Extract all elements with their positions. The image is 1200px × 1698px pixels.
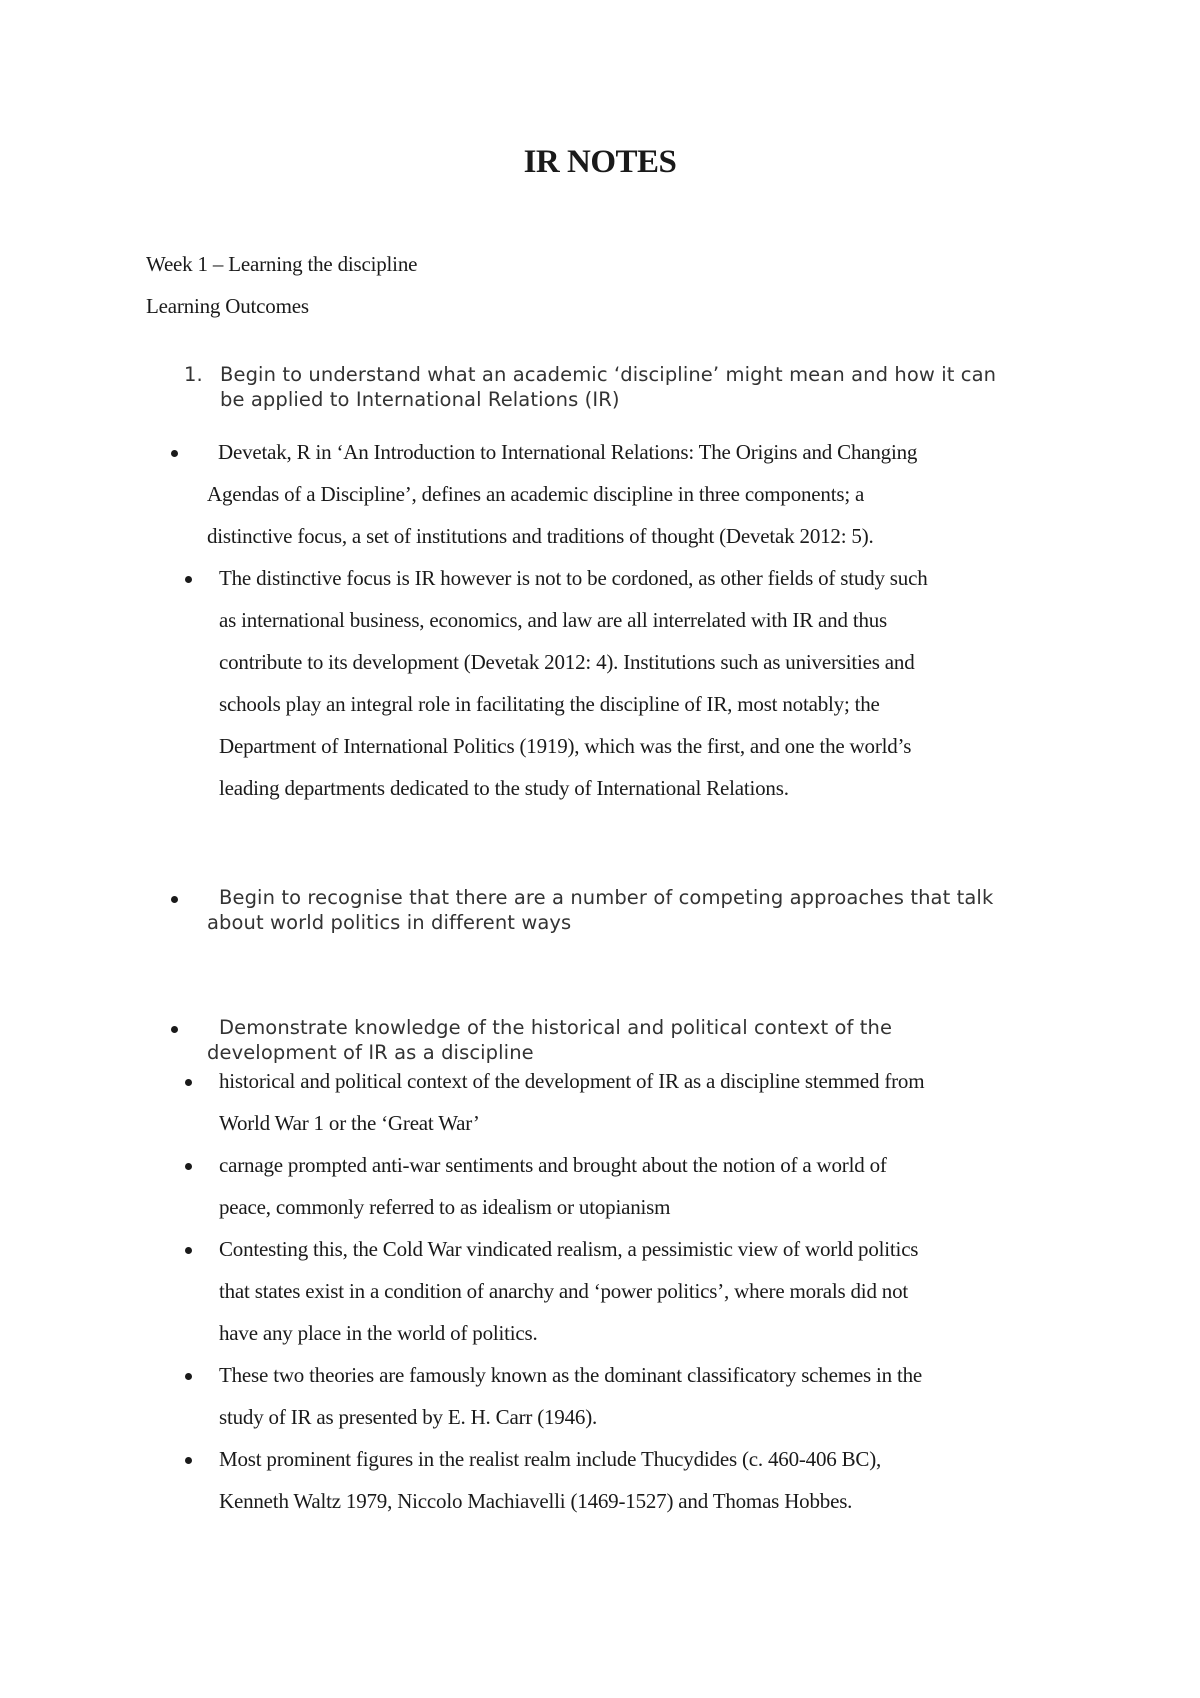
cold-war-line: have any place in the world of politics. (219, 1321, 538, 1345)
outcome-1-line: be applied to International Relations (IR) (220, 388, 620, 411)
bullet-icon (185, 1079, 192, 1086)
focus-line: leading departments dedicated to the study of International Relations. (219, 776, 789, 800)
learning-outcomes-heading: Learning Outcomes (146, 294, 309, 318)
outcome-3-line: development of IR as a discipline (207, 1041, 534, 1064)
devetak-line: distinctive focus, a set of institutions and traditions of thought (Devetak 2012: 5). (207, 524, 874, 548)
outcome-1-line: Begin to understand what an academic ‘discipline’ might mean and how it can (220, 363, 997, 386)
devetak-line: Agendas of a Discipline’, defines an academic discipline in three components; a (207, 482, 865, 506)
focus-line: as international business, economics, and law are all interrelated with IR and thus (219, 608, 888, 632)
theories-line: study of IR as presented by E. H. Carr (1946). (219, 1405, 598, 1429)
bullet-icon (185, 1373, 192, 1380)
outcome-2-line: Begin to recognise that there are a number of competing approaches that talk (219, 886, 994, 909)
cold-war-line: Contesting this, the Cold War vindicated realism, a pessimistic view of world politics (219, 1237, 919, 1261)
outcome-3-line: Demonstrate knowledge of the historical and political context of the (219, 1016, 893, 1039)
cold-war-line: that states exist in a condition of anarchy and ‘power politics’, where morals did not (219, 1279, 909, 1303)
focus-line: contribute to its development (Devetak 2012: 4). Institutions such as universities and (219, 650, 915, 674)
bullet-icon (185, 576, 192, 583)
document-title: IR NOTES (523, 144, 677, 180)
bullet-icon (185, 1163, 192, 1170)
outcome-2-line: about world politics in different ways (207, 911, 572, 934)
bullet-icon (171, 1026, 178, 1033)
carnage-line: carnage prompted anti-war sentiments and brought about the notion of a world of (219, 1153, 887, 1177)
carnage-line: peace, commonly referred to as idealism or utopianism (219, 1195, 671, 1219)
bullet-icon (171, 450, 178, 457)
history-line: World War 1 or the ‘Great War’ (219, 1111, 480, 1135)
theories-line: These two theories are famously known as the dominant classificatory schemes in the (219, 1363, 923, 1387)
week-heading: Week 1 – Learning the discipline (146, 252, 418, 276)
history-line: historical and political context of the development of IR as a discipline stemmed from (219, 1069, 925, 1093)
bullet-icon (185, 1457, 192, 1464)
outcome-1-number: 1. (184, 363, 203, 386)
figures-line: Kenneth Waltz 1979, Niccolo Machiavelli (1469-1527) and Thomas Hobbes. (219, 1489, 853, 1513)
bullet-icon (185, 1247, 192, 1254)
devetak-line: Devetak, R in ‘An Introduction to International Relations: The Origins and Changing (218, 440, 918, 464)
focus-line: The distinctive focus is IR however is not to be cordoned, as other fields of study such (219, 566, 928, 590)
focus-line: Department of International Politics (1919), which was the first, and one the world’s (219, 734, 912, 758)
focus-line: schools play an integral role in facilitating the discipline of IR, most notably; the (219, 692, 880, 716)
figures-line: Most prominent figures in the realist realm include Thucydides (c. 460-406 BC), (219, 1447, 882, 1471)
bullet-icon (171, 896, 178, 903)
